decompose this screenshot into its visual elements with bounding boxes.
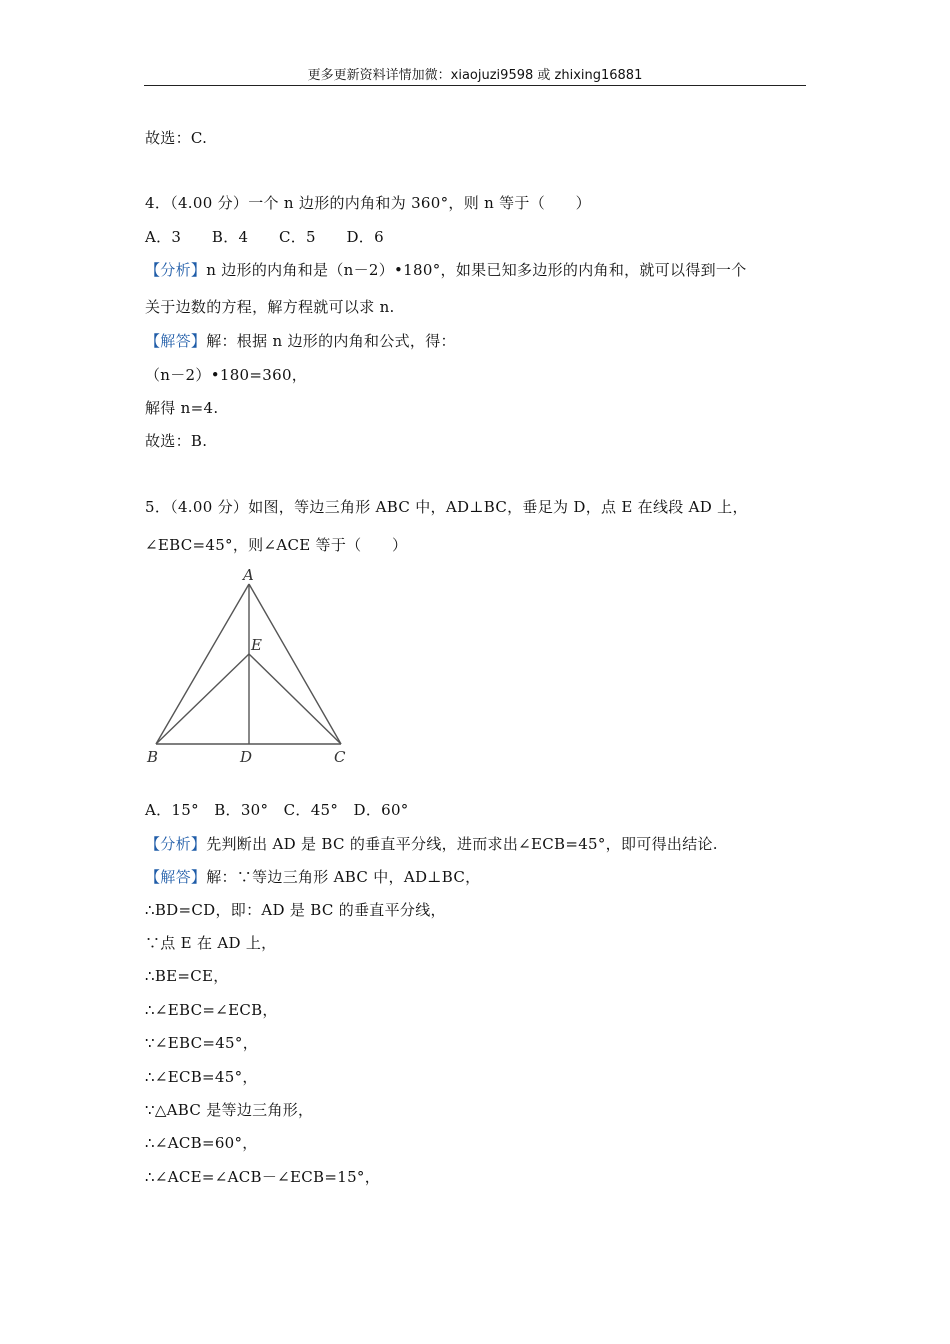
q4-analysis-line-2: 关于边数的方程，解方程就可以求 n. <box>145 298 395 316</box>
point-b-label: B <box>147 748 159 766</box>
q5-step: ∴BE=CE， <box>145 967 229 985</box>
q5-analysis-text: 先判断出 AD 是 BC 的垂直平分线，进而求出∠ECB=45°，即可得出结论. <box>206 835 718 853</box>
q5-step: ∴∠EBC=∠ECB， <box>145 1001 278 1019</box>
q4-options: A．3 B．4 C．5 D．6 <box>145 228 384 246</box>
prev-answer: 故选：C. <box>145 129 208 147</box>
point-a-label: A <box>243 566 254 584</box>
triangle-figure <box>140 562 360 774</box>
segment-be <box>156 654 249 744</box>
q5-analysis-line <box>145 834 718 854</box>
page-header: 更多更新资料详情加微：xiaojuzi9598 或 zhixing16881 <box>307 68 643 83</box>
q4-solution-line <box>145 331 456 351</box>
segment-ab <box>156 584 249 744</box>
q5-solution-line <box>145 867 480 887</box>
point-c-label: C <box>334 748 346 766</box>
q4-answer: 故选：B. <box>145 432 208 450</box>
q4-stem: 4．（4.00 分）一个 n 边形的内角和为 360°，则 n 等于（ ） <box>145 194 591 212</box>
q5-step: ∵∠EBC=45°， <box>145 1034 258 1052</box>
q4-analysis-line-1 <box>145 260 747 280</box>
segment-ce <box>249 654 341 744</box>
q5-stem-line-2: ∠EBC=45°，则∠ACE 等于（ ） <box>145 536 408 554</box>
q5-step: ∵点 E 在 AD 上， <box>145 934 277 952</box>
triangle-diagram <box>140 562 360 774</box>
point-d-label: D <box>240 748 253 766</box>
q4-analysis-tag: 【分析】 <box>145 261 207 279</box>
header-divider <box>144 85 806 86</box>
q5-step: ∴∠ACB=60°， <box>145 1134 258 1152</box>
q5-stem-line-1: 5．（4.00 分）如图，等边三角形 ABC 中，AD⊥BC，垂足为 D，点 E 在线段 AD 上， <box>145 498 748 516</box>
q4-step-2: 解得 n=4. <box>145 399 219 417</box>
q4-analysis-text: n 边形的内角和是（n－2）•180°，如果已知多边形的内角和，就可以得到一个 <box>206 261 747 279</box>
q5-step: ∴∠ACE=∠ACB－∠ECB=15°， <box>145 1168 381 1186</box>
q4-solution-text: 解：根据 n 边形的内角和公式，得： <box>206 332 456 350</box>
q4-solution-tag: 【解答】 <box>145 332 207 350</box>
q5-step: ∴∠ECB=45°， <box>145 1068 258 1086</box>
q5-analysis-tag: 【分析】 <box>145 835 207 853</box>
segment-ac <box>249 584 341 744</box>
q5-solution-tag: 【解答】 <box>145 868 207 886</box>
q5-step: ∵△ABC 是等边三角形， <box>145 1101 314 1119</box>
point-e-label: E <box>251 636 262 654</box>
q5-solution-text: 解：∵等边三角形 ABC 中，AD⊥BC， <box>206 868 481 886</box>
q5-step: ∴BD=CD，即：AD 是 BC 的垂直平分线， <box>145 901 446 919</box>
q4-step-1: （n－2）•180=360， <box>145 366 308 384</box>
q5-options: A．15° B．30° C．45° D．60° <box>145 801 409 819</box>
